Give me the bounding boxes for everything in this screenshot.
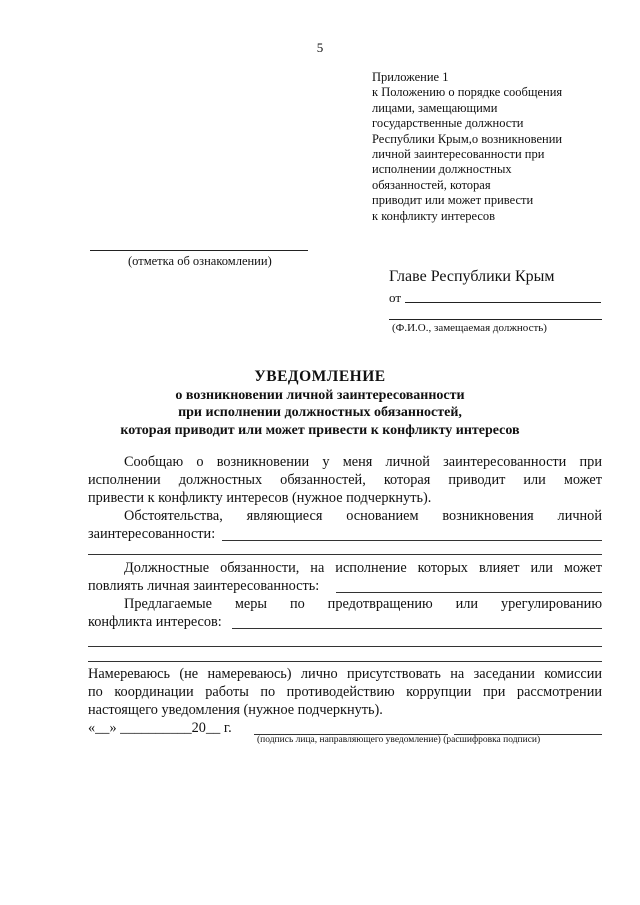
paragraph-text: привести к конфликту интересов (нужное подчеркнуть). bbox=[88, 490, 432, 506]
paragraph-text: настоящего уведомления (нужное подчеркнуть). bbox=[88, 702, 383, 718]
fill-line bbox=[88, 554, 602, 555]
appendix-line: исполнении должностных bbox=[372, 162, 512, 177]
paragraph-text: Должностные обязанности, на исполнение которых влияет или может bbox=[124, 560, 602, 576]
appendix-line: Республики Крым,о возникновении bbox=[372, 131, 563, 146]
appendix-header bbox=[372, 70, 562, 224]
document-title: УВЕДОМЛЕНИЕ bbox=[254, 368, 386, 385]
appendix-line: к конфликту интересов bbox=[372, 208, 496, 223]
fill-line bbox=[222, 540, 602, 541]
paragraph-text: конфликта интересов: bbox=[88, 614, 222, 630]
fill-line bbox=[88, 646, 602, 647]
from-label: от bbox=[389, 290, 402, 305]
addressee-title: Главе Республики Крым bbox=[389, 268, 555, 285]
acknowledgement-caption: (отметка об ознакомлении) bbox=[128, 254, 272, 268]
fill-line bbox=[88, 661, 602, 662]
date-line: «__» __________20__ г. bbox=[88, 720, 232, 736]
appendix-line: лицами, замещающими bbox=[372, 100, 498, 115]
appendix-line: Приложение 1 bbox=[372, 70, 449, 84]
from-blank-line-2 bbox=[389, 319, 602, 320]
appendix-line: государственные должности bbox=[372, 116, 524, 131]
paragraph-text: по координации работы по противодействию коррупции при рассмотрении bbox=[88, 684, 602, 700]
fill-line bbox=[232, 628, 602, 629]
paragraph-text: Намереваюсь (не намереваюсь) лично присутствовать на заседании комиссии bbox=[88, 666, 602, 682]
document-subtitle: о возникновении личной заинтересованности bbox=[175, 388, 465, 403]
appendix-line: личной заинтересованности при bbox=[372, 147, 545, 162]
document-subtitle: которая приводит или может привести к конфликту интересов bbox=[120, 423, 520, 438]
paragraph-text: Предлагаемые меры по предотвращению или урегулированию bbox=[124, 596, 602, 612]
acknowledgement-line bbox=[90, 250, 308, 251]
from-blank-line bbox=[405, 302, 601, 303]
paragraph-text: исполнении должностных обязанностей, которая приводит или может bbox=[88, 472, 602, 488]
document-subtitle: при исполнении должностных обязанностей, bbox=[178, 405, 462, 420]
signature-caption: (подпись лица, направляющего уведомление) (расшифровка подписи) bbox=[257, 735, 541, 745]
appendix-line: к Положению о порядке сообщения bbox=[372, 85, 563, 100]
fill-line bbox=[336, 592, 602, 593]
paragraph-text: повлиять личная заинтересованность: bbox=[88, 578, 320, 594]
appendix-line: обязанностей, которая bbox=[372, 177, 491, 192]
paragraph-text: заинтересованности: bbox=[88, 526, 216, 542]
from-caption: (Ф.И.О., замещаемая должность) bbox=[392, 322, 547, 334]
paragraph-text: Сообщаю о возникновении у меня личной заинтересованности при bbox=[124, 454, 602, 470]
appendix-line: приводит или может привести bbox=[372, 193, 534, 208]
page-number: 5 bbox=[316, 40, 324, 55]
paragraph-text: Обстоятельства, являющиеся основанием возникновения личной bbox=[124, 508, 602, 524]
